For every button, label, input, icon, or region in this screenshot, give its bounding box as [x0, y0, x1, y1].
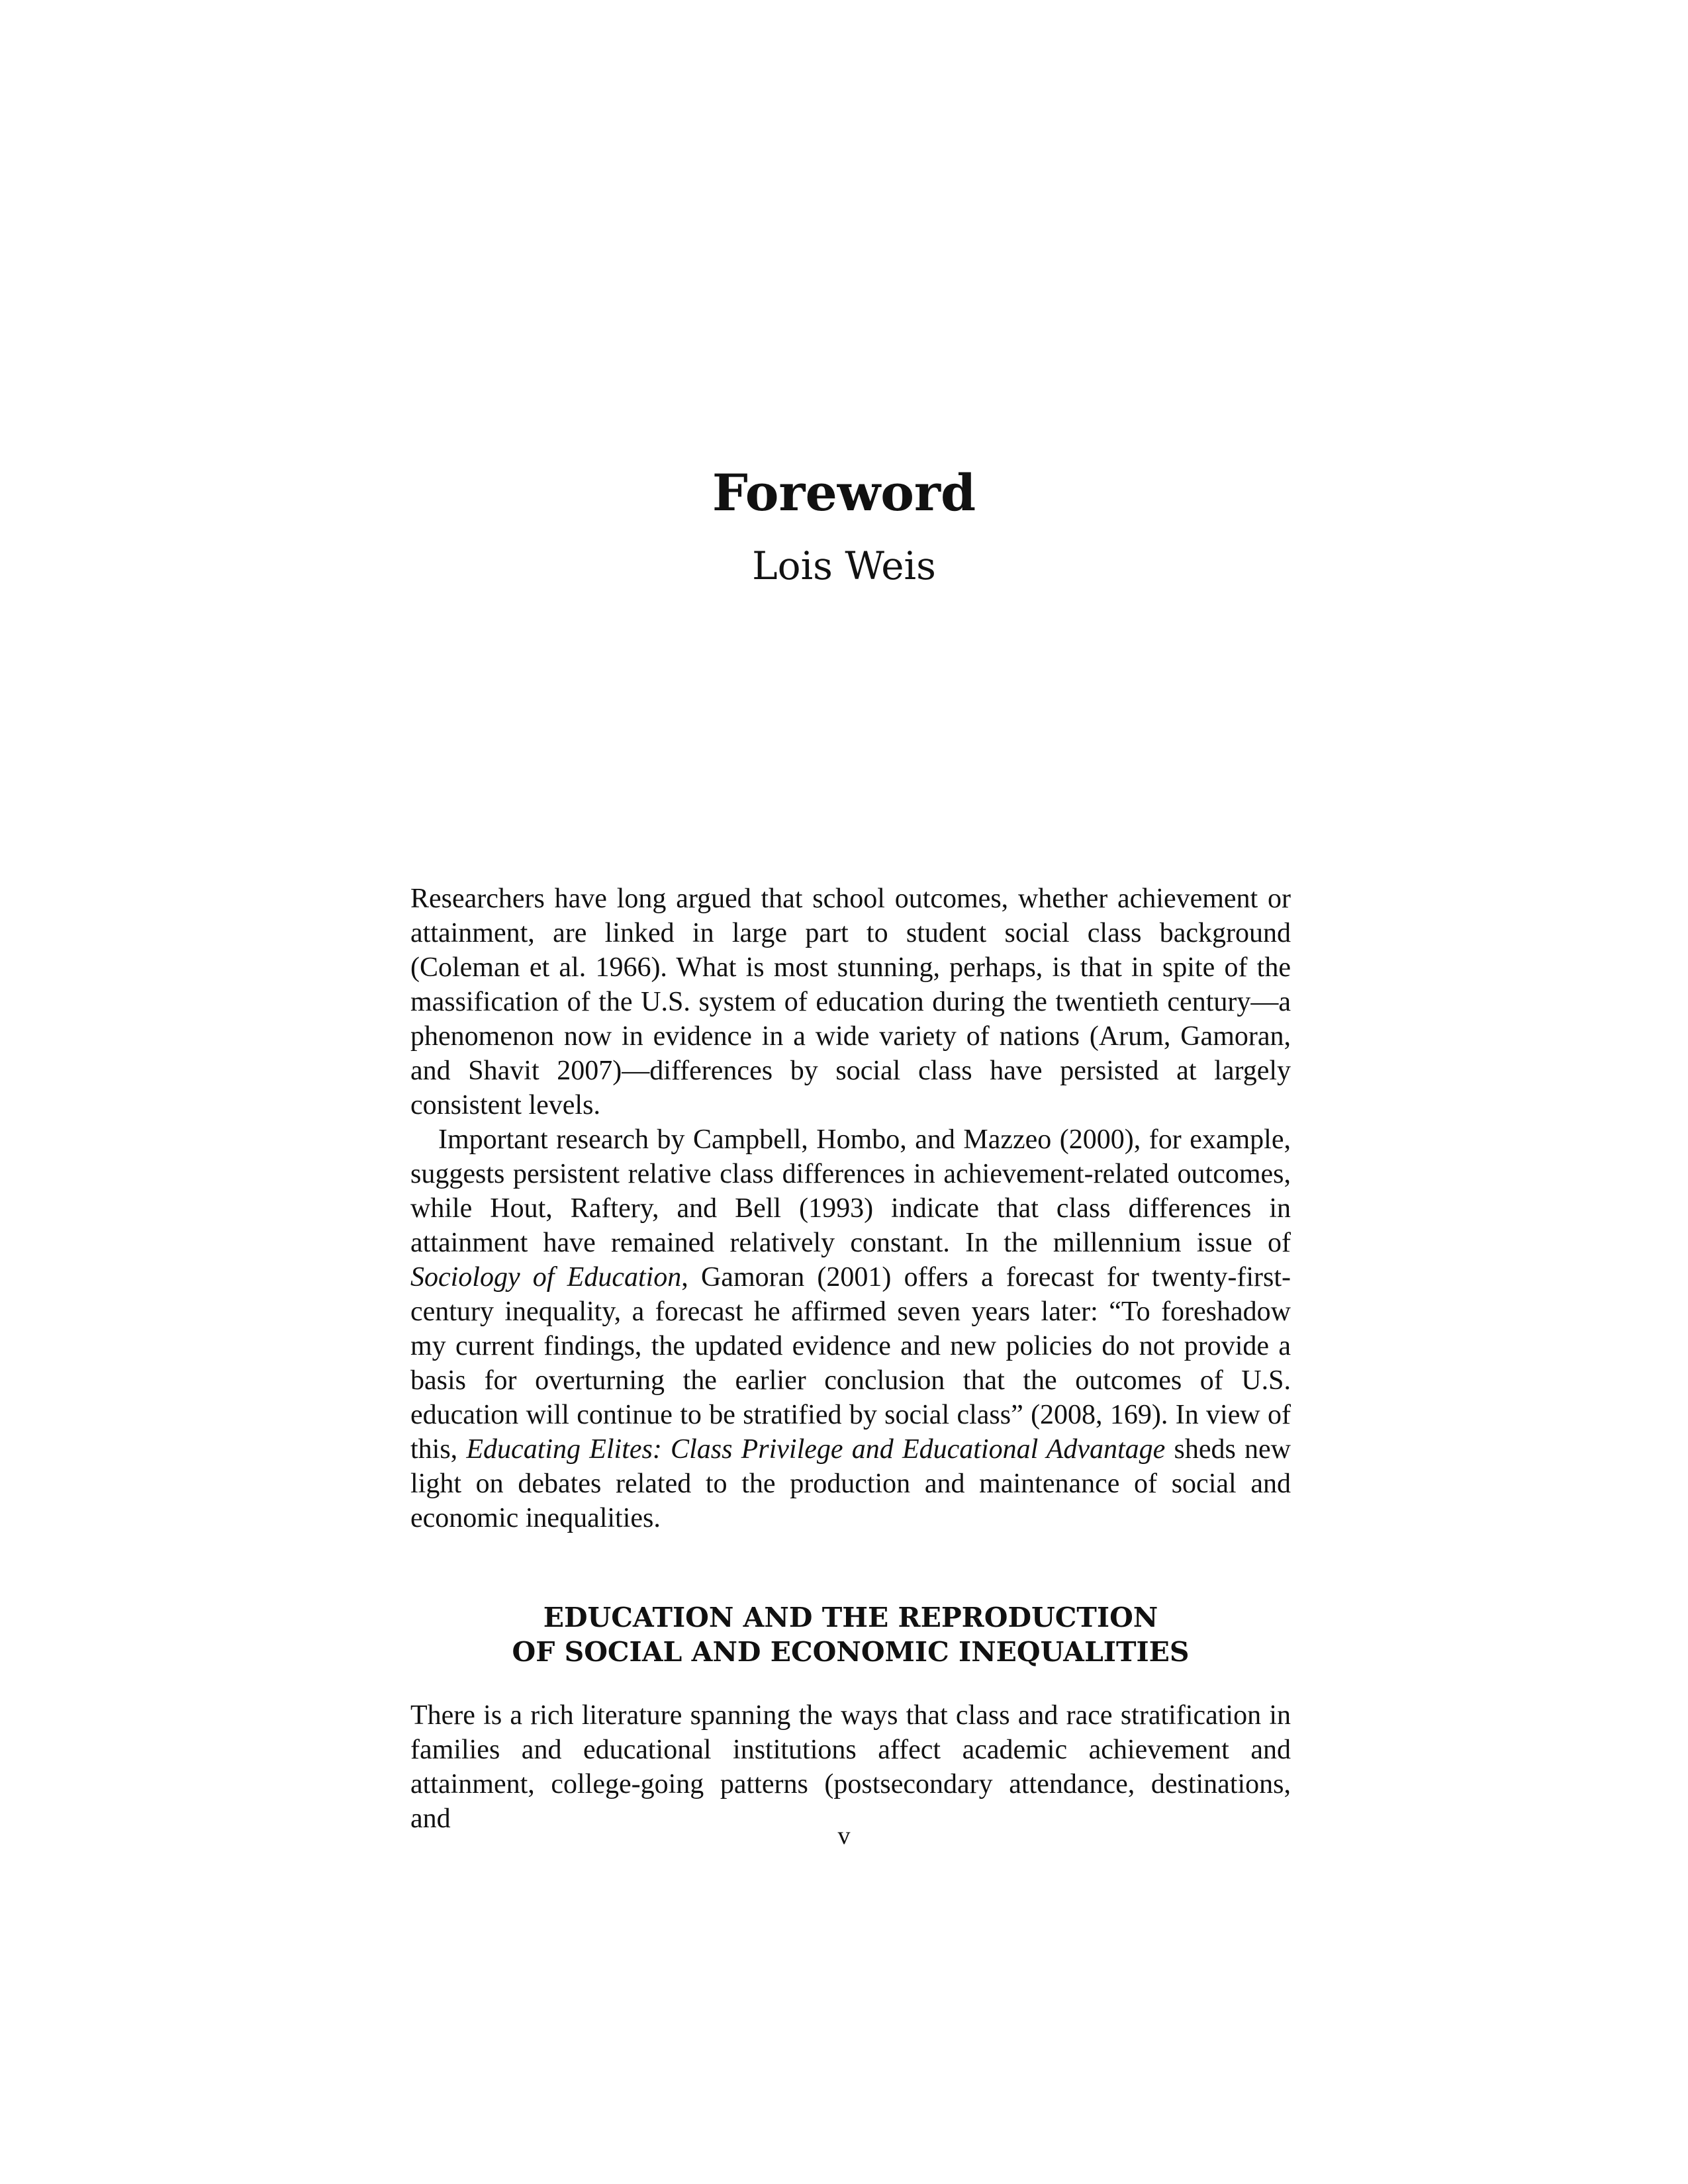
section-heading-line-2: OF SOCIAL AND ECONOMIC INEQUALITIES [512, 1636, 1190, 1668]
book-title: Educating Elites: Class Privilege and Educational Advantage [466, 1434, 1166, 1465]
author-name: Lois Weis [752, 543, 936, 588]
paragraph-2 [410, 1122, 1291, 1535]
section-heading-line-1: EDUCATION AND THE REPRODUCTION [543, 1602, 1158, 1633]
journal-title: Sociology of Education [410, 1262, 682, 1293]
paragraph-2-text-c: sheds new light on debates related to the production and maintenance of social and economic inequalities. [410, 1434, 1291, 1533]
paragraph-1: Researchers have long argued that school outcomes, whether achievement or attainment, are linked in large part to student social class background (Coleman et al. 1966). What is most stunning, perhaps, is that in spite of the massification of the U.S. system of education during the twentieth century—a phenomenon now in evidence in a wide variety of nations (Arum, Gamoran, and Shavit 2007)—differences by social class have persisted at largely consistent levels. [410, 884, 1291, 1120]
page-title: Foreword [712, 463, 976, 522]
paragraph-2-text-b: , Gamoran (2001) offers a forecast for twenty-first-century inequality, a forecast he affirmed seven years later: “To foreshadow my current findings, the updated evidence and new policies do not provide a basis for overturning the earlier conclusion that the outcomes of U.S. education will continue to be stratified by social class” (2008, 169). In view of this, [410, 1262, 1291, 1465]
section-body [410, 1698, 1291, 1836]
section-heading [410, 1600, 1291, 1669]
paragraph-2-text-a: Important research by Campbell, Hombo, and Mazzeo (2000), for example, suggests persistent relative class differences in achievement-related outcomes, while Hout, Raftery, and Bell (1993) indicate that class differences in attainment have remained relatively constant. In the millennium issue of [410, 1124, 1291, 1258]
section-paragraph-1: There is a rich literature spanning the ways that class and race stratification in families and educational institutions affect academic achievement and attainment, college-going patterns (postsecondary attendance, destinations, and [410, 1700, 1291, 1834]
intro-section [410, 882, 1291, 1535]
page-number: v [837, 1822, 851, 1850]
